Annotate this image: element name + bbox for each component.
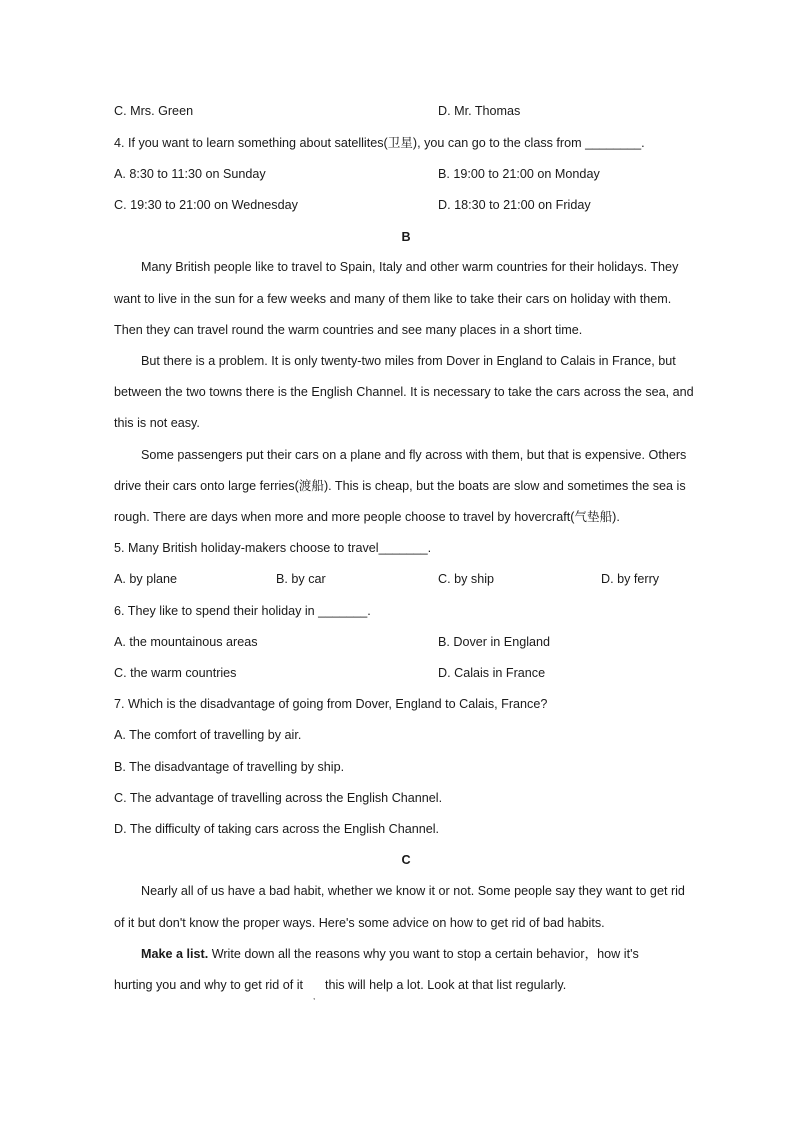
passage-c-line-b: this will help a lot. Look at that list regularly.: [325, 978, 567, 992]
passage-c-line: Nearly all of us have a bad habit, whether we know it or not. Some people say they want to get rid: [141, 884, 685, 898]
q7-option-d: D. The difficulty of taking cars across the English Channel.: [114, 822, 440, 836]
passage-b-line: Some passengers put their cars on a plane and fly across with them, but that is expensive. Others: [141, 448, 687, 462]
q5-option-a: A. by plane: [114, 572, 178, 586]
tip-text: Write down all the reasons why you want to stop a certain behavior，how it's: [208, 947, 639, 961]
passage-b-line: Then they can travel round the warm countries and see many places in a short time.: [114, 323, 583, 337]
q4-option-d: D. 18:30 to 21:00 on Friday: [438, 198, 591, 212]
q4-option-a: A. 8:30 to 11:30 on Sunday: [114, 167, 266, 181]
section-b-heading: B: [401, 230, 411, 244]
passage-b-line: But there is a problem. It is only twenty-two miles from Dover in England to Calais in France, but: [141, 354, 676, 368]
q7-question: 7. Which is the disadvantage of going from Dover, England to Calais, France?: [114, 697, 548, 711]
q5-question: 5. Many British holiday-makers choose to travel_______.: [114, 541, 432, 555]
passage-b-line: drive their cars onto large ferries(渡船). This is cheap, but the boats are slow and sometimes the sea is: [114, 479, 686, 493]
passage-b-line: want to live in the sun for a few weeks and many of them like to take their cars on holiday with them.: [114, 292, 672, 306]
q4-question: 4. If you want to learn something about satellites(卫星), you can go to the class from ________.: [114, 136, 645, 150]
passage-b-line: Many British people like to travel to Spain, Italy and other warm countries for their holidays. They: [141, 260, 679, 274]
q7-option-c: C. The advantage of travelling across the English Channel.: [114, 791, 443, 805]
comma-mark: ,: [313, 992, 316, 1001]
q6-option-b: B. Dover in England: [438, 635, 551, 649]
q7-option-b: B. The disadvantage of travelling by ship.: [114, 760, 345, 774]
section-c-heading: C: [401, 853, 411, 867]
passage-b-line: between the two towns there is the English Channel. It is necessary to take the cars across the sea, and: [114, 385, 694, 399]
q5-option-b: B. by car: [276, 572, 326, 586]
passage-c-line-a: hurting you and why to get rid of it: [114, 978, 304, 992]
q3-option-d: D. Mr. Thomas: [438, 104, 521, 118]
passage-b-line: this is not easy.: [114, 416, 200, 430]
q7-option-a: A. The comfort of travelling by air.: [114, 728, 302, 742]
passage-c-line: of it but don't know the proper ways. Here's some advice on how to get rid of bad habits.: [114, 916, 605, 930]
q6-question: 6. They like to spend their holiday in _______.: [114, 604, 371, 618]
q4-option-c: C. 19:30 to 21:00 on Wednesday: [114, 198, 298, 212]
passage-c-tip: [141, 946, 639, 962]
q4-option-b: B. 19:00 to 21:00 on Monday: [438, 167, 600, 181]
q3-option-c: C. Mrs. Green: [114, 104, 194, 118]
q5-option-d: D. by ferry: [601, 572, 660, 586]
passage-b-line: rough. There are days when more and more people choose to travel by hovercraft(气垫船).: [114, 510, 620, 524]
q6-option-c: C. the warm countries: [114, 666, 237, 680]
q5-option-c: C. by ship: [438, 572, 494, 586]
q6-option-a: A. the mountainous areas: [114, 635, 258, 649]
q6-option-d: D. Calais in France: [438, 666, 546, 680]
tip-title: Make a list.: [141, 947, 209, 961]
